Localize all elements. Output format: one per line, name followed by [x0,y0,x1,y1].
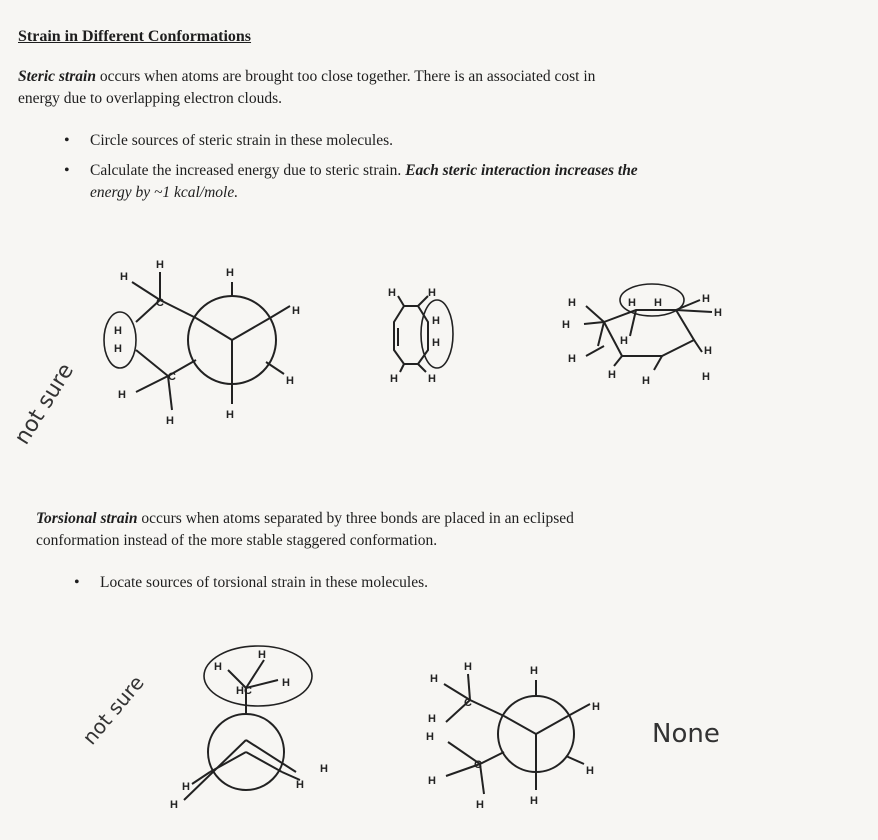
svg-text:H: H [562,319,570,331]
svg-text:C: C [464,697,472,709]
torsional-term: Torsional strain [36,510,138,527]
torsional-bullet-1: • Locate sources of torsional strain in these molecules. [74,574,428,591]
svg-text:H: H [426,731,434,743]
svg-text:H: H [704,345,712,357]
svg-text:H: H [258,649,266,661]
svg-text:H: H [320,763,328,775]
svg-text:H: H [430,673,438,685]
svg-text:H: H [432,315,440,327]
svg-text:H: H [226,409,234,421]
torsional-text-2: conformation instead of the more stable staggered conformation. [36,532,438,549]
svg-text:H: H [156,259,164,271]
svg-text:H: H [292,305,300,317]
svg-text:H: H [226,267,234,279]
svg-text:H: H [702,371,710,383]
svg-text:H: H [118,389,126,401]
steric-bullet-2: • Calculate the increased energy due to steric strain. Each steric interaction increases the energy by ~1 kcal/mole. [64,162,638,201]
svg-text:H: H [388,287,396,299]
svg-text:C: C [474,759,482,771]
svg-text:H: H [464,661,472,673]
svg-text:H: H [592,701,600,713]
steric-text: occurs when atoms are brought too close together. There is an associated cost in [95,68,596,85]
torsional-newman-molecule-1 [184,646,312,800]
steric-term: Steric strain [18,68,96,85]
svg-text:C: C [168,371,176,383]
svg-text:H: H [428,373,436,385]
svg-text:H: H [390,373,398,385]
svg-text:H: H [114,325,122,337]
svg-text:H: H [166,415,174,427]
svg-text:C: C [156,297,164,309]
svg-text:H: H [642,375,650,387]
svg-text:H: H [568,353,576,365]
torsional-newman-molecule-2 [444,674,590,794]
steric-text-2: energy due to overlapping electron clouds. [18,90,282,107]
steric-newman-molecule [104,272,290,410]
svg-text:H: H [586,765,594,777]
svg-text:H: H [296,779,304,791]
svg-text:HC: HC [236,685,252,697]
svg-text:H: H [654,297,662,309]
svg-text:H: H [170,799,178,811]
svg-text:H: H [428,713,436,725]
svg-text:H: H [628,297,636,309]
handwritten-not-sure-2: not sure [77,670,149,750]
torsional-text: occurs when atoms separated by three bonds are placed in an eclipsed [137,510,574,527]
svg-text:H: H [702,293,710,305]
svg-text:H: H [620,335,628,347]
svg-text:H: H [286,375,294,387]
svg-text:H: H [182,781,190,793]
svg-text:H: H [476,799,484,811]
handwritten-none: None [652,719,720,749]
handwritten-not-sure-1: not sure [9,359,80,450]
svg-text:H: H [120,271,128,283]
svg-text:H: H [114,343,122,355]
svg-text:H: H [432,337,440,349]
svg-text:H: H [428,287,436,299]
svg-text:H: H [608,369,616,381]
svg-text:H: H [568,297,576,309]
worksheet-title: Strain in Different Conformations [18,28,252,45]
svg-text:H: H [428,775,436,787]
svg-text:H: H [282,677,290,689]
steric-chair-molecule [584,284,712,370]
svg-text:H: H [530,665,538,677]
svg-text:H: H [214,661,222,673]
svg-text:H: H [530,795,538,807]
steric-bullet-1: • Circle sources of steric strain in these molecules. [64,132,394,149]
steric-ring-molecule [394,296,453,372]
svg-text:H: H [714,307,722,319]
